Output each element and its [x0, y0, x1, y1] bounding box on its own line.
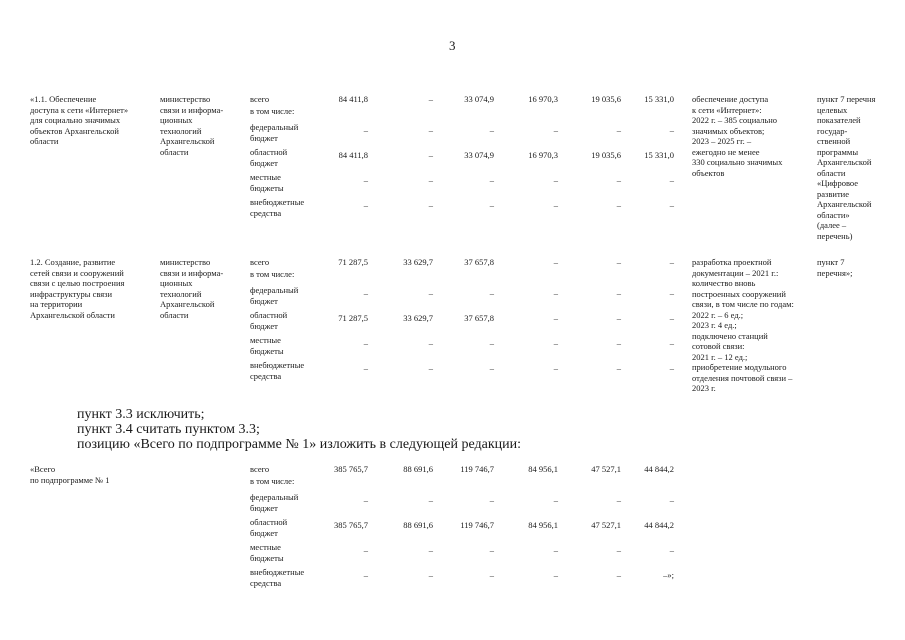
total-value-r5-c4: –: [616, 570, 621, 580]
row1-value-r5-c1: –: [428, 200, 433, 210]
total-value-r0-c0: 385 765,7: [334, 464, 368, 474]
total-value-r3-c1: 88 691,6: [403, 520, 433, 530]
row2-source-2: федеральный бюджет: [250, 285, 299, 306]
row1-value-r2-c3: –: [553, 125, 558, 135]
row1-value-r2-c5: –: [669, 125, 674, 135]
row1-value-r2-c0: –: [363, 125, 368, 135]
total-value-r0-c1: 88 691,6: [403, 464, 433, 474]
row2-value-r3-c5: –: [669, 313, 674, 323]
row2-value-r5-c3: –: [553, 363, 558, 373]
row1-value-r3-c3: 16 970,3: [528, 150, 558, 160]
row1-value-r3-c5: 15 331,0: [644, 150, 674, 160]
total-value-r4-c0: –: [363, 545, 368, 555]
total-value-r4-c4: –: [616, 545, 621, 555]
row2-value-r0-c3: –: [553, 257, 558, 267]
total-name: «Всего по подпрограмме № 1: [30, 464, 110, 485]
total-value-r0-c5: 44 844,2: [644, 464, 674, 474]
row2-value-r5-c4: –: [616, 363, 621, 373]
total-value-r2-c1: –: [428, 495, 433, 505]
row1-value-r0-c1: –: [428, 94, 433, 104]
total-source-4: местные бюджеты: [250, 542, 284, 563]
row1-value-r2-c1: –: [428, 125, 433, 135]
row1-value-r3-c0: 84 411,8: [338, 150, 368, 160]
total-value-r2-c4: –: [616, 495, 621, 505]
row2-value-r5-c0: –: [363, 363, 368, 373]
row2-value-r5-c5: –: [669, 363, 674, 373]
row2-value-r4-c3: –: [553, 338, 558, 348]
total-value-r4-c3: –: [553, 545, 558, 555]
row1-value-r5-c0: –: [363, 200, 368, 210]
row1-value-r5-c5: –: [669, 200, 674, 210]
row1-value-r2-c4: –: [616, 125, 621, 135]
total-value-r3-c0: 385 765,7: [334, 520, 368, 530]
row2-value-r3-c4: –: [616, 313, 621, 323]
total-value-r3-c5: 44 844,2: [644, 520, 674, 530]
row2-value-r2-c0: –: [363, 288, 368, 298]
row2-value-r0-c5: –: [669, 257, 674, 267]
row1-value-r0-c5: 15 331,0: [644, 94, 674, 104]
row1-executor: министерство связи и информа- ционных технологий Архангельской области: [160, 94, 224, 157]
row2-value-r0-c4: –: [616, 257, 621, 267]
row2-link: пункт 7 перечня»;: [817, 257, 853, 278]
total-source-3: областной бюджет: [250, 517, 288, 538]
total-value-r5-c2: –: [489, 570, 494, 580]
row2-name: 1.2. Создание, развитие сетей связи и сооружений связи с целью построения инфраструктуры связи на территории Архангельской области: [30, 257, 125, 320]
row1-link: пункт 7 перечня целевых показателей государ- ственной программы Архангельской области «Цифровое развитие Архангельской области» (далее – перечень): [817, 94, 876, 241]
row2-source-5: внебюджетные средства: [250, 360, 305, 381]
row2-value-r0-c2: 37 657,8: [464, 257, 494, 267]
page-number: 3: [449, 38, 456, 53]
row2-value-r2-c3: –: [553, 288, 558, 298]
instruction-line-1: пункт 3.3 исключить;: [77, 407, 205, 422]
row2-source-3: областной бюджет: [250, 310, 288, 331]
row1-value-r4-c5: –: [669, 175, 674, 185]
total-value-r4-c2: –: [489, 545, 494, 555]
total-value-r2-c3: –: [553, 495, 558, 505]
row2-value-r3-c3: –: [553, 313, 558, 323]
row2-result: разработка проектной документации – 2021 г.: количество вновь построенных сооружений связи, в том числе по годам: 2022 г. – 6 ед.; 2023 г. 4 ед.; подключено станций сотовой связи: 2021 г. – 12 ед.; приобретение модульного отделения почтовой связи – 2023 г.: [692, 257, 794, 393]
row1-value-r4-c1: –: [428, 175, 433, 185]
row2-value-r4-c4: –: [616, 338, 621, 348]
row1-source-1: в том числе:: [250, 106, 295, 116]
row2-value-r3-c2: 37 657,8: [464, 313, 494, 323]
total-value-r4-c5: –: [669, 545, 674, 555]
total-value-r3-c2: 119 746,7: [460, 520, 494, 530]
row1-value-r0-c3: 16 970,3: [528, 94, 558, 104]
total-source-0: всего: [250, 464, 270, 474]
row2-value-r4-c0: –: [363, 338, 368, 348]
instruction-line-2: пункт 3.4 считать пунктом 3.3;: [77, 422, 260, 437]
row1-name: «1.1. Обеспечение доступа к сети «Интернет» для социально значимых объектов Архангельской области: [30, 94, 129, 146]
row1-value-r0-c0: 84 411,8: [338, 94, 368, 104]
row1-source-5: внебюджетные средства: [250, 197, 305, 218]
total-value-r2-c0: –: [363, 495, 368, 505]
total-source-1: в том числе:: [250, 476, 295, 486]
total-value-r2-c5: –: [669, 495, 674, 505]
row1-source-0: всего: [250, 94, 270, 104]
row2-value-r2-c1: –: [428, 288, 433, 298]
instruction-line-3: позицию «Всего по подпрограмме № 1» изложить в следующей редакции:: [77, 437, 522, 452]
row1-value-r4-c3: –: [553, 175, 558, 185]
row2-value-r4-c2: –: [489, 338, 494, 348]
row1-source-4: местные бюджеты: [250, 172, 284, 193]
total-value-r5-c5: –»;: [663, 570, 674, 580]
row1-value-r4-c2: –: [489, 175, 494, 185]
row1-value-r5-c3: –: [553, 200, 558, 210]
total-value-r0-c4: 47 527,1: [591, 464, 621, 474]
total-value-r3-c3: 84 956,1: [528, 520, 558, 530]
row1-value-r2-c2: –: [489, 125, 494, 135]
total-source-2: федеральный бюджет: [250, 492, 299, 513]
row1-value-r3-c1: –: [428, 150, 433, 160]
row2-value-r3-c1: 33 629,7: [403, 313, 433, 323]
row2-value-r2-c4: –: [616, 288, 621, 298]
row2-value-r2-c5: –: [669, 288, 674, 298]
row1-value-r0-c2: 33 074,9: [464, 94, 494, 104]
row2-value-r4-c5: –: [669, 338, 674, 348]
total-source-5: внебюджетные средства: [250, 567, 305, 588]
row1-value-r0-c4: 19 035,6: [591, 94, 621, 104]
total-value-r3-c4: 47 527,1: [591, 520, 621, 530]
row2-source-1: в том числе:: [250, 269, 295, 279]
row1-source-3: областной бюджет: [250, 147, 288, 168]
row1-value-r5-c2: –: [489, 200, 494, 210]
row1-value-r4-c0: –: [363, 175, 368, 185]
row2-source-0: всего: [250, 257, 270, 267]
row2-executor: министерство связи и информа- ционных технологий Архангельской области: [160, 257, 224, 320]
row1-source-2: федеральный бюджет: [250, 122, 299, 143]
row1-result: обеспечение доступа к сети «Интернет»: 2022 г. – 385 социально значимых объектов; 2023 – 2025 гг. – ежегодно не менее 330 социально значимых объектов: [692, 94, 783, 178]
total-value-r5-c3: –: [553, 570, 558, 580]
row1-value-r5-c4: –: [616, 200, 621, 210]
total-value-r4-c1: –: [428, 545, 433, 555]
row2-value-r4-c1: –: [428, 338, 433, 348]
total-value-r5-c0: –: [363, 570, 368, 580]
row2-source-4: местные бюджеты: [250, 335, 284, 356]
row2-value-r5-c1: –: [428, 363, 433, 373]
row2-value-r0-c1: 33 629,7: [403, 257, 433, 267]
row1-value-r3-c2: 33 074,9: [464, 150, 494, 160]
total-value-r2-c2: –: [489, 495, 494, 505]
total-value-r0-c2: 119 746,7: [460, 464, 494, 474]
total-value-r0-c3: 84 956,1: [528, 464, 558, 474]
row2-value-r0-c0: 71 287,5: [338, 257, 368, 267]
row2-value-r5-c2: –: [489, 363, 494, 373]
total-value-r5-c1: –: [428, 570, 433, 580]
row1-value-r3-c4: 19 035,6: [591, 150, 621, 160]
row2-value-r2-c2: –: [489, 288, 494, 298]
row1-value-r4-c4: –: [616, 175, 621, 185]
row2-value-r3-c0: 71 287,5: [338, 313, 368, 323]
